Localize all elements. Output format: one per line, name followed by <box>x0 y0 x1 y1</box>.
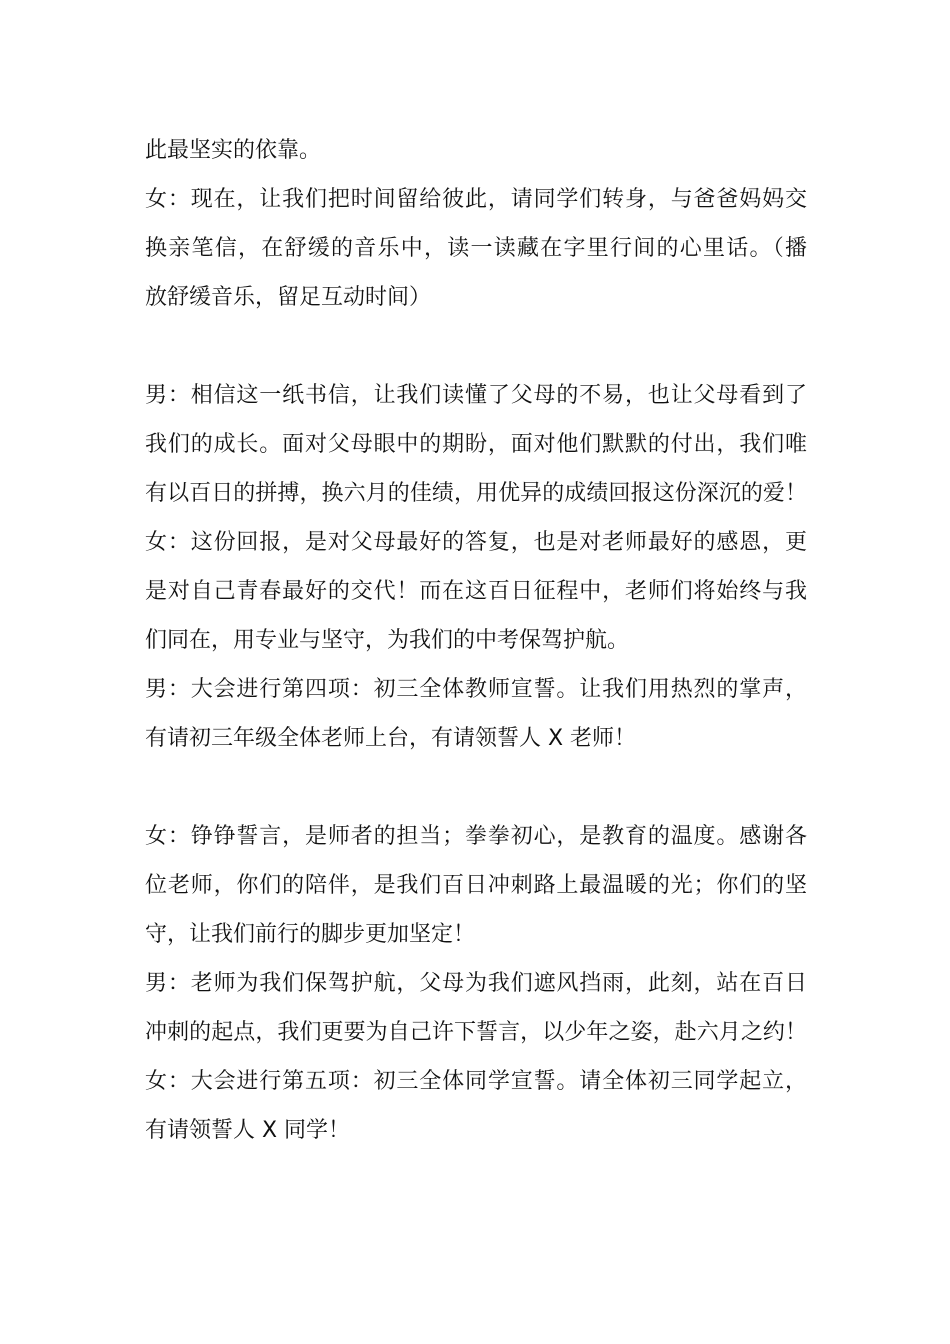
paragraph-gap <box>145 322 807 371</box>
text-line: 有请领誓人 X 同学！ <box>145 1118 351 1143</box>
text-line: 男：大会进行第四项：初三全体教师宣誓。让我们用热烈的掌声， <box>145 677 807 702</box>
text-line: 冲刺的起点，我们更要为自己许下誓言，以少年之姿，赴六月之约！ <box>145 1020 807 1045</box>
text-line: 我们的成长。面对父母眼中的期盼，面对他们默默的付出，我们唯 <box>145 432 807 457</box>
text-line: 是对自己青春最好的交代！而在这百日征程中，老师们将始终与我 <box>145 579 807 604</box>
text-line: 男：老师为我们保驾护航，父母为我们遮风挡雨，此刻，站在百日 <box>145 971 807 996</box>
text-line: 女：这份回报，是对父母最好的答复，也是对老师最好的感恩，更 <box>145 530 807 555</box>
text-line: 有请初三年级全体老师上台，有请领誓人 X 老师！ <box>145 726 637 751</box>
text-line: 位老师，你们的陪伴，是我们百日冲刺路上最温暖的光；你们的坚 <box>145 873 807 898</box>
document-page <box>145 126 807 1155</box>
text-line: 有以百日的拼搏，换六月的佳绩，用优异的成绩回报这份深沉的爱！ <box>145 481 807 506</box>
text-line: 换亲笔信，在舒缓的音乐中，读一读藏在字里行间的心里话。（播 <box>145 236 807 261</box>
text-line: 男：相信这一纸书信，让我们读懂了父母的不易，也让父母看到了 <box>145 383 807 408</box>
text-line: 女：铮铮誓言，是师者的担当；拳拳初心，是教育的温度。感谢各 <box>145 824 807 849</box>
text-line: 女：大会进行第五项：初三全体同学宣誓。请全体初三同学起立， <box>145 1069 807 1094</box>
text-line: 守，让我们前行的脚步更加坚定！ <box>145 922 476 947</box>
text-line: 女：现在，让我们把时间留给彼此，请同学们转身，与爸爸妈妈交 <box>145 187 807 212</box>
text-line: 们同在，用专业与坚守，为我们的中考保驾护航。 <box>145 628 630 653</box>
text-line: 此最坚实的依靠。 <box>145 138 322 163</box>
paragraph-gap <box>145 763 807 812</box>
text-line: 放舒缓音乐，留足互动时间） <box>145 285 432 310</box>
